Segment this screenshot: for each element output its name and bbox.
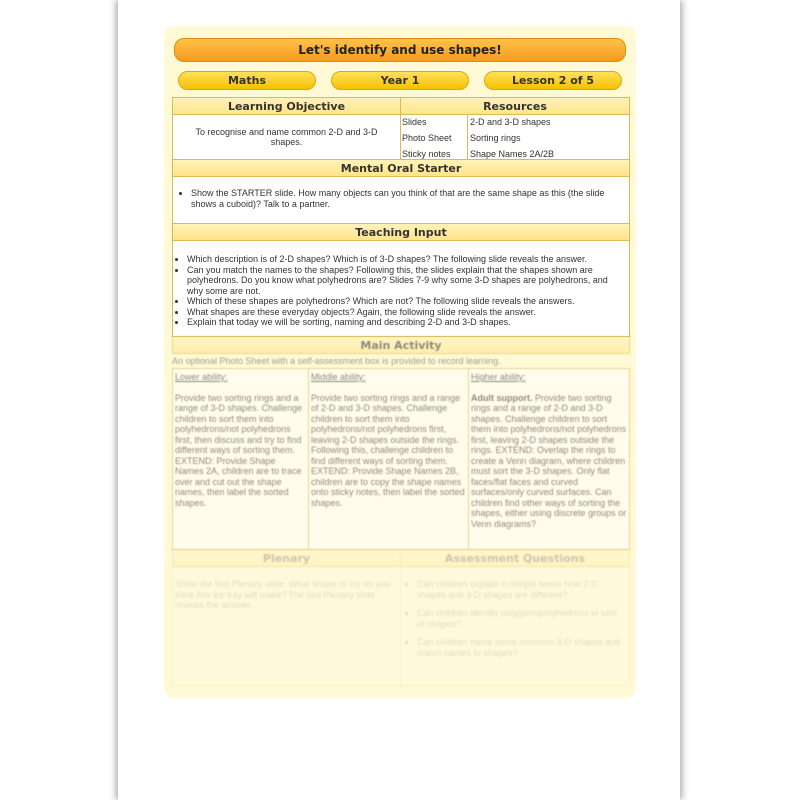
lesson-title: Let's identify and use shapes! bbox=[174, 38, 626, 62]
lower-ability-text: Provide two sorting rings and a range of 3-D shapes. Challenge children to sort them into polyhedrons/not polyhedrons first, then discuss and try to find different ways of sorting them. EXTEND: Provide Shape Names 2A, children are to trace over and cut out the shape names, then label the sorted shapes. bbox=[175, 392, 303, 508]
lesson-pill: Lesson 2 of 5 bbox=[484, 71, 622, 90]
learning-objective-text: To recognise and name common 2-D and 3-D shapes. bbox=[172, 114, 401, 160]
teaching-item: • Can you match the names to the shapes? Following this, the slides explain that the shapes shown are polyhedrons. Do you know what polyhedrons are? Slides 7-9 why some 3-D shapes are polyhedrons, and why some are not. bbox=[187, 265, 621, 297]
teaching-input-heading: Teaching Input bbox=[172, 223, 630, 241]
mental-oral-starter-heading: Mental Oral Starter bbox=[172, 159, 630, 177]
plenary-heading: Plenary bbox=[172, 549, 401, 567]
resource-item: 2-D and 3-D shapes bbox=[470, 117, 551, 127]
teaching-item: • Which of these shapes are polyhedrons? Which are not? The following slide reveals the answers. bbox=[187, 296, 621, 307]
middle-ability-cell bbox=[308, 368, 469, 550]
lower-ability-cell bbox=[172, 368, 309, 550]
teaching-item: • Which description is of 2-D shapes? Which is of 3-D shapes? The following slide reveals the answer. bbox=[187, 254, 621, 265]
assessment-item: • Can children identify polygons/polyhedrons in sets of shapes? bbox=[417, 608, 621, 629]
assessment-item: • Can children explain in simple terms how 2-D shapes and 3-D shapes are different? bbox=[417, 579, 621, 600]
lower-ability-label: Lower ability: bbox=[175, 372, 228, 382]
assessment-cell bbox=[400, 566, 630, 686]
plenary-text: Show the first Plenary slide. What shape of ice do you think this ice tray will make? The last Plenary slide reveals the answer. bbox=[175, 579, 391, 610]
higher-ability-label: Higher ability: bbox=[471, 372, 526, 382]
resource-item: Sorting rings bbox=[470, 133, 521, 143]
year-pill: Year 1 bbox=[331, 71, 469, 90]
higher-ability-bold: Adult support. bbox=[471, 392, 533, 403]
higher-ability-text: Provide two sorting rings and a range of 2-D and 3-D shapes. Challenge children to sort them into polyhedrons/not polyhedrons first, leaving 2-D shapes outside the rings. EXTEND: Overlap the rings to create a Venn diagram, where children must sort the 3-D shapes. Only flat faces/flat faces and curved surfaces/only curved surfaces. Can children find other ways of sorting the shapes, either using discrete groups or Venn diagrams? bbox=[471, 392, 627, 529]
mental-oral-starter-box bbox=[172, 176, 630, 224]
resource-item: Photo Sheet bbox=[402, 133, 452, 143]
teaching-input-box bbox=[172, 240, 630, 337]
assessment-item: • Can children name some common 3-D shapes and match names to shapes? bbox=[417, 637, 621, 658]
plenary-cell bbox=[172, 566, 401, 686]
main-activity-intro: An optional Photo Sheet with a self-assessment box is provided to record learning. bbox=[172, 356, 501, 366]
middle-ability-label: Middle ability: bbox=[311, 372, 366, 382]
resource-item: Shape Names 2A/2B bbox=[470, 149, 555, 159]
learning-objective-heading: Learning Objective bbox=[172, 97, 401, 115]
assessment-heading: Assessment Questions bbox=[400, 549, 630, 567]
resources-heading: Resources bbox=[400, 97, 630, 115]
resource-item: Sticky notes bbox=[402, 149, 451, 159]
higher-ability-cell bbox=[468, 368, 630, 550]
resource-item: Slides bbox=[402, 117, 427, 127]
starter-text: • Show the STARTER slide. How many objects can you think of that are the same shape as this (the slide shows a cuboid)? Talk to a partner. bbox=[191, 188, 621, 209]
middle-ability-text: Provide two sorting rings and a range of 2-D and 3-D shapes. Challenge children to sort them into polyhedrons/not polyhedrons first, leaving 2-D shapes outside the rings. Following this, challenge children to find different ways of sorting them. EXTEND: Provide Shape Names 2B, children are to copy the shape names onto sticky notes, then label the sorted shapes. bbox=[311, 392, 465, 508]
teaching-item: • Explain that today we will be sorting, naming and describing 2-D and 3-D shapes. bbox=[187, 317, 621, 328]
teaching-item: • What shapes are these everyday objects? Again, the following slide reveals the answer. bbox=[187, 307, 621, 318]
subject-pill: Maths bbox=[178, 71, 316, 90]
main-activity-heading: Main Activity bbox=[172, 336, 630, 354]
